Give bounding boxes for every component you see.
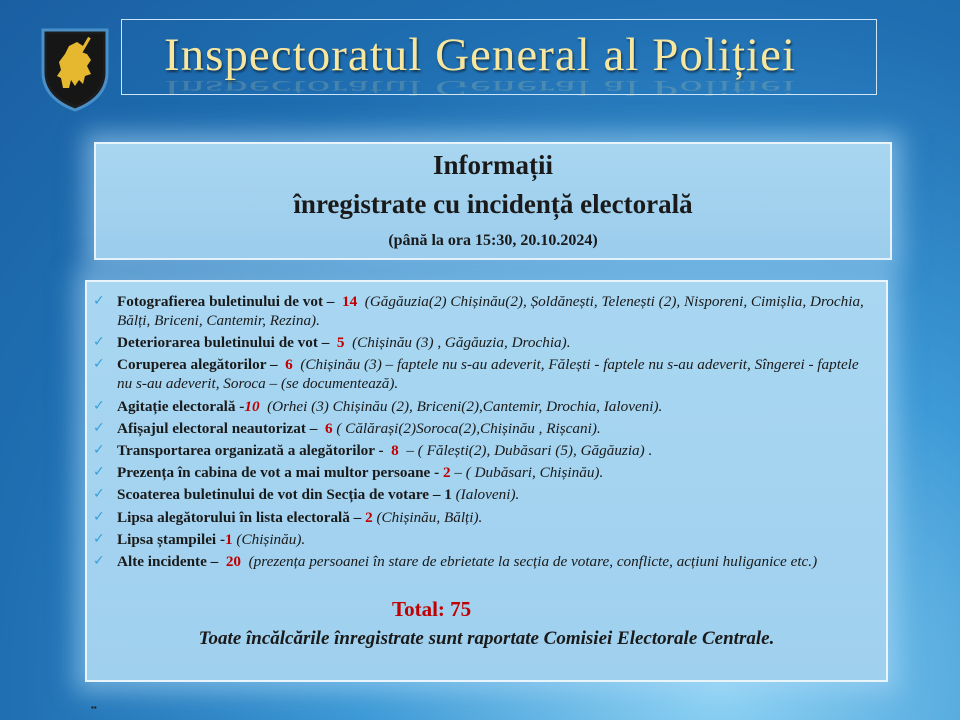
- total-count: Total: 75: [392, 597, 472, 621]
- incident-list: [93, 292, 873, 574]
- incident-label: Coruperea alegătorilor –: [117, 356, 278, 374]
- list-item: [93, 441, 873, 460]
- incident-details: – ( Fălești(2), Dubăsari (5), Găgăuzia) .: [406, 441, 653, 459]
- list-item: [93, 530, 873, 549]
- decorative-mark: ▪▪: [91, 703, 97, 712]
- header-box: [94, 142, 892, 260]
- incident-label: Agitație electorală -: [117, 397, 245, 415]
- checkmark-icon: ✓: [93, 530, 105, 547]
- incident-details: – ( Dubăsari, Chișinău).: [454, 464, 604, 482]
- list-item: [93, 419, 873, 438]
- checkmark-icon: ✓: [93, 464, 105, 481]
- incident-count: 8: [391, 441, 399, 459]
- incident-details: (Chișinău (3) – faptele nu s-au adeverit, Fălești - faptele nu s-au adeverit, Sîngerei - faptele nu s-au adeverit, Soroca – (se documentează).: [117, 356, 859, 393]
- checkmark-icon: ✓: [93, 419, 105, 436]
- header-date: (până la ora 15:30, 20.10.2024): [388, 232, 598, 249]
- incident-label: Alte incidente –: [117, 552, 219, 570]
- incident-count: 5: [336, 334, 345, 352]
- page-title: Inspectoratul General al Poliției: [163, 29, 797, 81]
- incident-count: 2: [442, 464, 451, 482]
- incident-label: Scoaterea buletinului de vot din Secția de votare –: [117, 486, 441, 504]
- checkmark-icon: ✓: [93, 356, 105, 373]
- list-item: [93, 485, 873, 504]
- incident-label: Lipsa ștampilei -: [117, 530, 226, 548]
- checkmark-icon: ✓: [93, 552, 105, 569]
- incident-count: 6: [285, 356, 293, 374]
- list-item: [93, 397, 873, 416]
- checkmark-icon: ✓: [93, 441, 105, 458]
- header-line-2: înregistrate cu incidență electorală: [293, 189, 693, 219]
- incident-count: 20: [225, 552, 242, 570]
- incident-details: (Chișinău).: [236, 530, 306, 548]
- checkmark-icon: ✓: [93, 508, 105, 525]
- incident-count: 2: [365, 508, 373, 526]
- incident-details: (Chișinău (3) , Găgăuzia, Drochia).: [352, 334, 571, 352]
- incident-count: 14: [342, 293, 358, 310]
- list-item: [93, 463, 873, 482]
- incidents-box: [85, 280, 888, 682]
- incident-label: Transportarea organizată a alegătorilor -: [117, 441, 384, 459]
- incident-count: 10: [244, 397, 260, 415]
- checkmark-icon: ✓: [93, 486, 105, 503]
- incident-details: (Chișinău, Bălți).: [376, 508, 483, 526]
- list-item: [93, 552, 873, 571]
- incident-details: (Orhei (3) Chișinău (2), Briceni(2),Cantemir, Drochia, Ialoveni).: [267, 397, 663, 415]
- incident-count: 6: [324, 419, 333, 437]
- footer-note: Toate încălcările înregistrate sunt raportate Comisiei Electorale Centrale.: [198, 628, 775, 649]
- list-item: [93, 355, 873, 393]
- incident-label: Prezența în cabina de vot a mai multor persoane -: [117, 464, 440, 482]
- incident-label: Deteriorarea buletinului de vot –: [117, 334, 330, 352]
- incident-count: 1: [444, 486, 452, 504]
- incident-label: Lipsa alegătorului în lista electorală –: [117, 508, 362, 526]
- list-item: [93, 508, 873, 527]
- incident-label: Afișajul electoral neautorizat –: [117, 419, 318, 437]
- incident-details: (Găgăuzia(2) Chișinău(2), Șoldănești, Telenești (2), Nisporeni, Cimișlia, Drochia, Bălți, Briceni, Cantemir, Rezina).: [117, 293, 864, 329]
- incident-details: (Ialoveni).: [455, 486, 520, 504]
- header-line-1: Informații: [433, 150, 553, 180]
- list-item: [93, 292, 873, 330]
- incident-label: Fotografierea buletinului de vot –: [117, 293, 335, 310]
- checkmark-icon: ✓: [93, 397, 105, 414]
- incident-count: 1: [225, 530, 233, 548]
- title-reflection: Inspectoratul General al Poliției: [163, 75, 797, 100]
- incident-details: (prezența persoanei în stare de ebrietate la secția de votare, conflicte, acțiuni huliganice etc.): [248, 552, 818, 570]
- checkmark-icon: ✓: [93, 293, 105, 309]
- list-item: [93, 333, 873, 352]
- checkmark-icon: ✓: [93, 334, 105, 351]
- incident-details: ( Călărași(2)Soroca(2),Chișinău , Rișcani).: [336, 419, 601, 437]
